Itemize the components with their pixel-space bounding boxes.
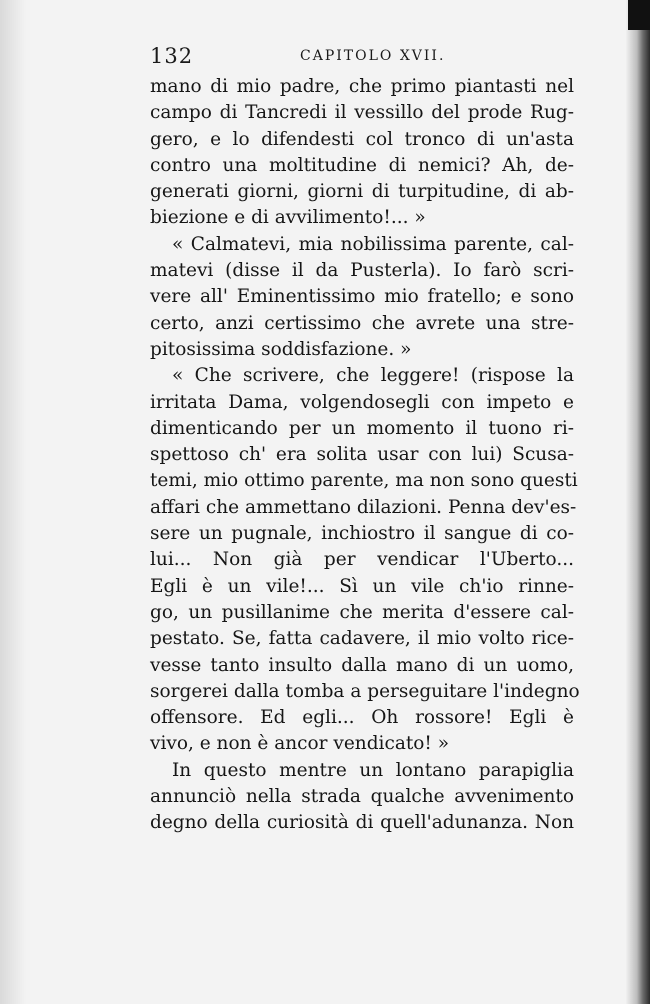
text-line: vere all' Eminentissimo mio fratello; e sono [150, 286, 574, 308]
text-line: irritata Dama, volgendosegli con impeto e [150, 391, 574, 413]
page-header [150, 44, 570, 70]
text-line: campo di Tancredi il vessillo del prode Rug- [150, 102, 574, 124]
text-line: pitosissima soddisfazione. » [150, 338, 412, 360]
text-line: annunciò nella strada qualche avvenimento [150, 786, 574, 808]
text-line: biezione e di avvilimento!... » [150, 207, 426, 229]
text-line: go, un pusillanime che merita d'essere cal- [150, 601, 574, 623]
text-line: affari che ammettano dilazioni. Penna dev'es- [150, 496, 577, 518]
running-head: CAPITOLO XVII. [300, 48, 446, 64]
text-line: sorgerei dalla tomba a perseguitare l'indegno [150, 680, 580, 702]
text-line: « Che scrivere, che leggere! (rispose la [172, 365, 574, 387]
text-line: certo, anzi certissimo che avrete una stre- [150, 312, 574, 334]
text-line: offensore. Ed egli... Oh rossore! Egli è [150, 707, 574, 729]
text-line: Egli è un vile!... Sì un vile ch'io rinne- [150, 575, 574, 597]
text-line: mano di mio padre, che primo piantasti nel [150, 76, 574, 97]
text-line: vivo, e non è ancor vendicato! » [150, 733, 450, 755]
text-line: generati giorni, giorni di turpitudine, di ab- [150, 181, 574, 203]
text-line: In questo mentre un lontano parapiglia [172, 759, 574, 781]
text-line: spettoso ch' era solita usar con lui) Scusa- [150, 444, 574, 466]
text-line: vesse tanto insulto dalla mano di un uomo, [150, 654, 574, 676]
text-line: matevi (disse il da Pusterla). Io farò scri- [150, 260, 574, 282]
page-number: 132 [150, 44, 194, 68]
text-line: temi, mio ottimo parente, ma non sono questi [150, 470, 578, 492]
text-line: sere un pugnale, inchiostro il sangue di co- [150, 523, 574, 545]
text-line: pestato. Se, fatta cadavere, il mio volto rice- [150, 628, 574, 650]
text-line: dimenticando per un momento il tuono ri- [150, 417, 574, 439]
body-text [150, 74, 580, 837]
page-gutter-shadow [0, 0, 26, 1004]
text-line: degno della curiosità di quell'adunanza. Non [150, 812, 574, 834]
text-line: contro una moltitudine di nemici? Ah, de- [150, 154, 574, 176]
text-line: gero, e lo difendesti col tronco di un'asta [150, 128, 574, 150]
text-line: « Calmatevi, mia nobilissima parente, cal- [172, 233, 574, 255]
text-line: lui... Non già per vendicar l'Uberto... [150, 549, 574, 571]
page-edge-shadow [626, 0, 650, 1004]
scan-corner-mark [628, 0, 650, 30]
